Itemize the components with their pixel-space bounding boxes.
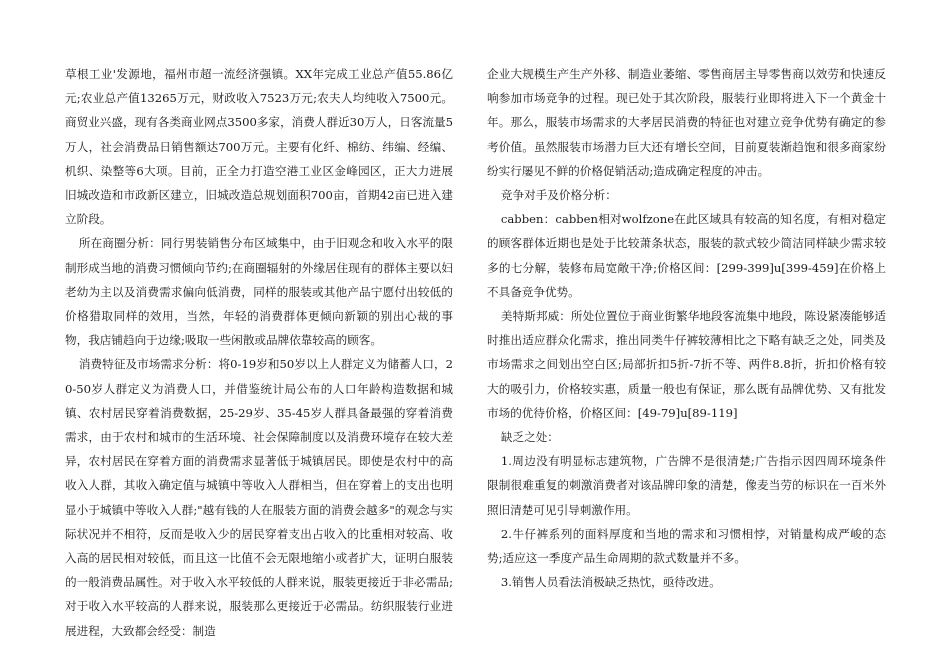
heading-competitor-price-analysis: 竞争对手及价格分析： <box>500 188 617 203</box>
paragraph-trade-area-analysis: 所在商圈分析：同行男装销售分布区域集中，由于旧观念和收入水平的限制形成当地的消费习惯倾向节约;在商圈辐射的外缘居住现有的群体主要以妇老幼为主以及消费需求偏向低消费，同样的服装或其他产品宁愿付出较低的价格猎取同样的效用，当然，年轻的消费群体更倾向新颖的别出心裁的事物，我店铺趋向于边缘;吸取一些闲散或品牌依靠较高的顾客。 <box>65 236 453 348</box>
left-column <box>65 62 453 643</box>
paragraph-industry-stage: 企业大规模生产生产外移、制造业萎缩、零售商居主导零售商以效劳和快速反响参加市场竞争的过程。现已处于其次阶段，服装行业即将进入下一个黄金十年。那么，服装市场需求的大孝居民消费的特征也对建立竞争优势有确定的参考价值。虽然服装市场潜力巨大还有增长空间，目前夏装渐趋饱和很多商家纷纷实行屡见不鲜的价格促销活动;造成确定程度的冲击。 <box>487 67 886 178</box>
heading-shortcomings: 缺乏之处： <box>500 430 559 445</box>
paragraph-consumer-demand-analysis: 消费特征及市场需求分析：将0-19岁和50岁以上人群定义为储蓄人口，20-50岁人群定义为消费人口，并借鉴统计局公布的人口年龄构造数据和城镇、农村居民穿着消费数据，25-29岁、35-45岁人群具备最强的穿着消费需求，由于农村和城市的生活环境、社会保障制度以及消费环境存在较大差异，农村居民在穿着方面的消费需求显著低于城镇居民。即使是农村中的高收入人群，其收入确定值与城镇中等收入人群相当，但在穿着上的支出也明显小于城镇中等收入人群;"越有钱的人在服装方面的消费会越多"的观念与实际状况并不相符，反而是收入少的居民穿着支出占收入的比重相对较高、收入高的居民相对较低，而且这一比值不会无限地缩小或者扩大，证明白服装的一般消费品属性。对于收入水平较低的人群来说，服装更接近于非必需品;对于收入水平较高的人群来说，服装那么更接近于必需品。纺织服装行业进展进程，大致都会经受：制造 <box>65 357 453 638</box>
right-column <box>487 62 886 594</box>
list-item-shortcoming-3: 3.销售人员看法消极缺乏热忱，亟待改进。 <box>500 575 721 590</box>
list-item-shortcoming-2: 2.牛仔裤系列的面料厚度和当地的需求和习惯相悖，对销量构成严峻的态势;适应这一季度产品生命周期的款式数量并不多。 <box>487 526 886 566</box>
paragraph-competitor-cabben: cabben：cabben相对wolfzone在此区域具有较高的知名度，有相对稳定的顾客群体近期也是处于比较萧条状态，服装的款式较少简洁同样缺少需求较多的七分解，装修布局宽敞干净;价格区间：[299-399]u[399-459]在价格上不具备竞争优势。 <box>487 212 886 299</box>
paragraph-competitor-metersbonwe: 美特斯邦威：所处位置位于商业街繁华地段客流集中地段，陈设紧凑能够适时推出适应群众化需求，推出同类牛仔裤较薄相比之下略有缺乏之处，同类及市场需求之间划出空白区;局部折扣5折-7折不等、两件8.8折，折扣价格有较大的吸引力，价格较实惠，质量一般也有保证，那么既有品牌优势、又有批发市场的优待价格，价格区间：[49-79]u[89-119] <box>487 309 886 420</box>
list-item-shortcoming-1: 1.周边没有明显标志建筑物，广告牌不是很清楚;广告指示因四周环境条件限制很难重复的刺激消费者对该品牌印象的清楚，像麦当劳的标识在一百米外照旧清楚可见引导刺激作用。 <box>487 454 886 517</box>
paragraph-town-overview: 草根工业'发源地，福州市超一流经济强镇。XX年完成工业总产值55.86亿元;农业总产值13265万元，财政收入7523万元;农夫人均纯收入7500元。商贸业兴盛，现有各类商业网点3500多家，消费人群近30万人，日客流量5万人，社会消费品日销售额达700万元。主要有化纤、棉纺、纬编、经编、机织、染整等6大项。目前，正全力打造空港工业区金峰园区，正大力进展旧城改造和市政新区建立，旧城改造总规划面积700亩，首期42亩已进入建立阶段。 <box>65 67 453 227</box>
